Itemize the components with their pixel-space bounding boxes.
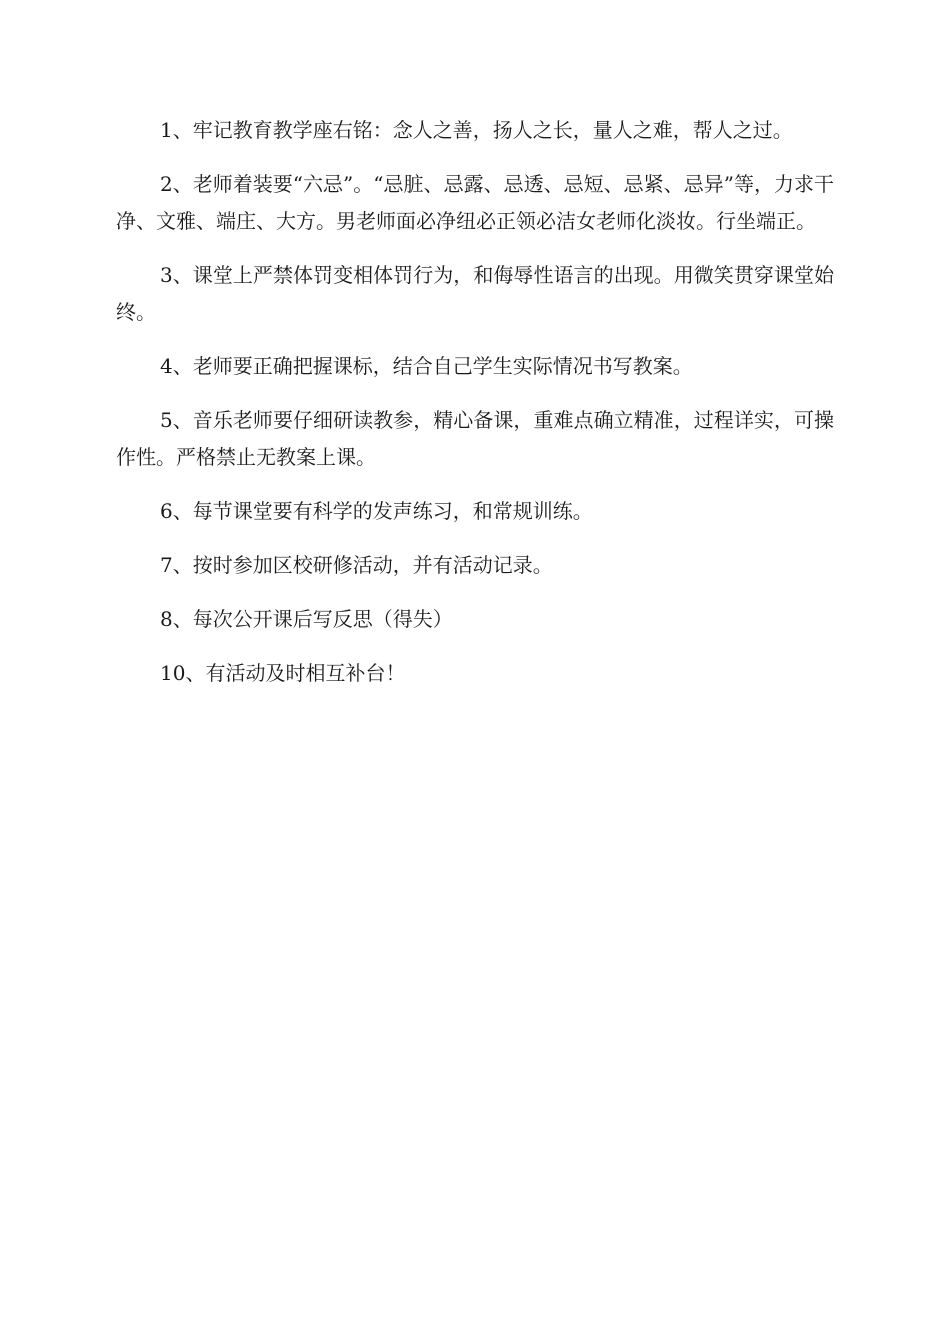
list-item: 5、音乐老师要仔细研读教参，精心备课，重难点确立精准，过程详实，可操作性。严格禁止无教案上课。 (116, 408, 834, 469)
list-item: 6、每节课堂要有科学的发声练习，和常规训练。 (160, 499, 593, 523)
list-item: 7、按时参加区校研修活动，并有活动记录。 (160, 553, 553, 577)
list-item: 2、老师着装要“六忌”。“忌脏、忌露、忌透、忌短、忌紧、忌异”等，力求干净、文雅、端庄、大方。男老师面必净纽必正领必洁女老师化淡妆。行坐端正。 (116, 172, 834, 233)
list-item: 10、有活动及时相互补台！ (160, 661, 406, 685)
list-item: 8、每次公开课后写反思（得失） (160, 607, 453, 631)
list-item: 1、牢记教育教学座右铭：念人之善，扬人之长，量人之难，帮人之过。 (160, 118, 793, 142)
list-item: 3、课堂上严禁体罚变相体罚行为，和侮辱性语言的出现。用微笑贯穿课堂始终。 (116, 263, 834, 324)
list-item: 4、老师要正确把握课标，结合自己学生实际情况书写教案。 (160, 354, 693, 378)
document-body (116, 112, 834, 709)
